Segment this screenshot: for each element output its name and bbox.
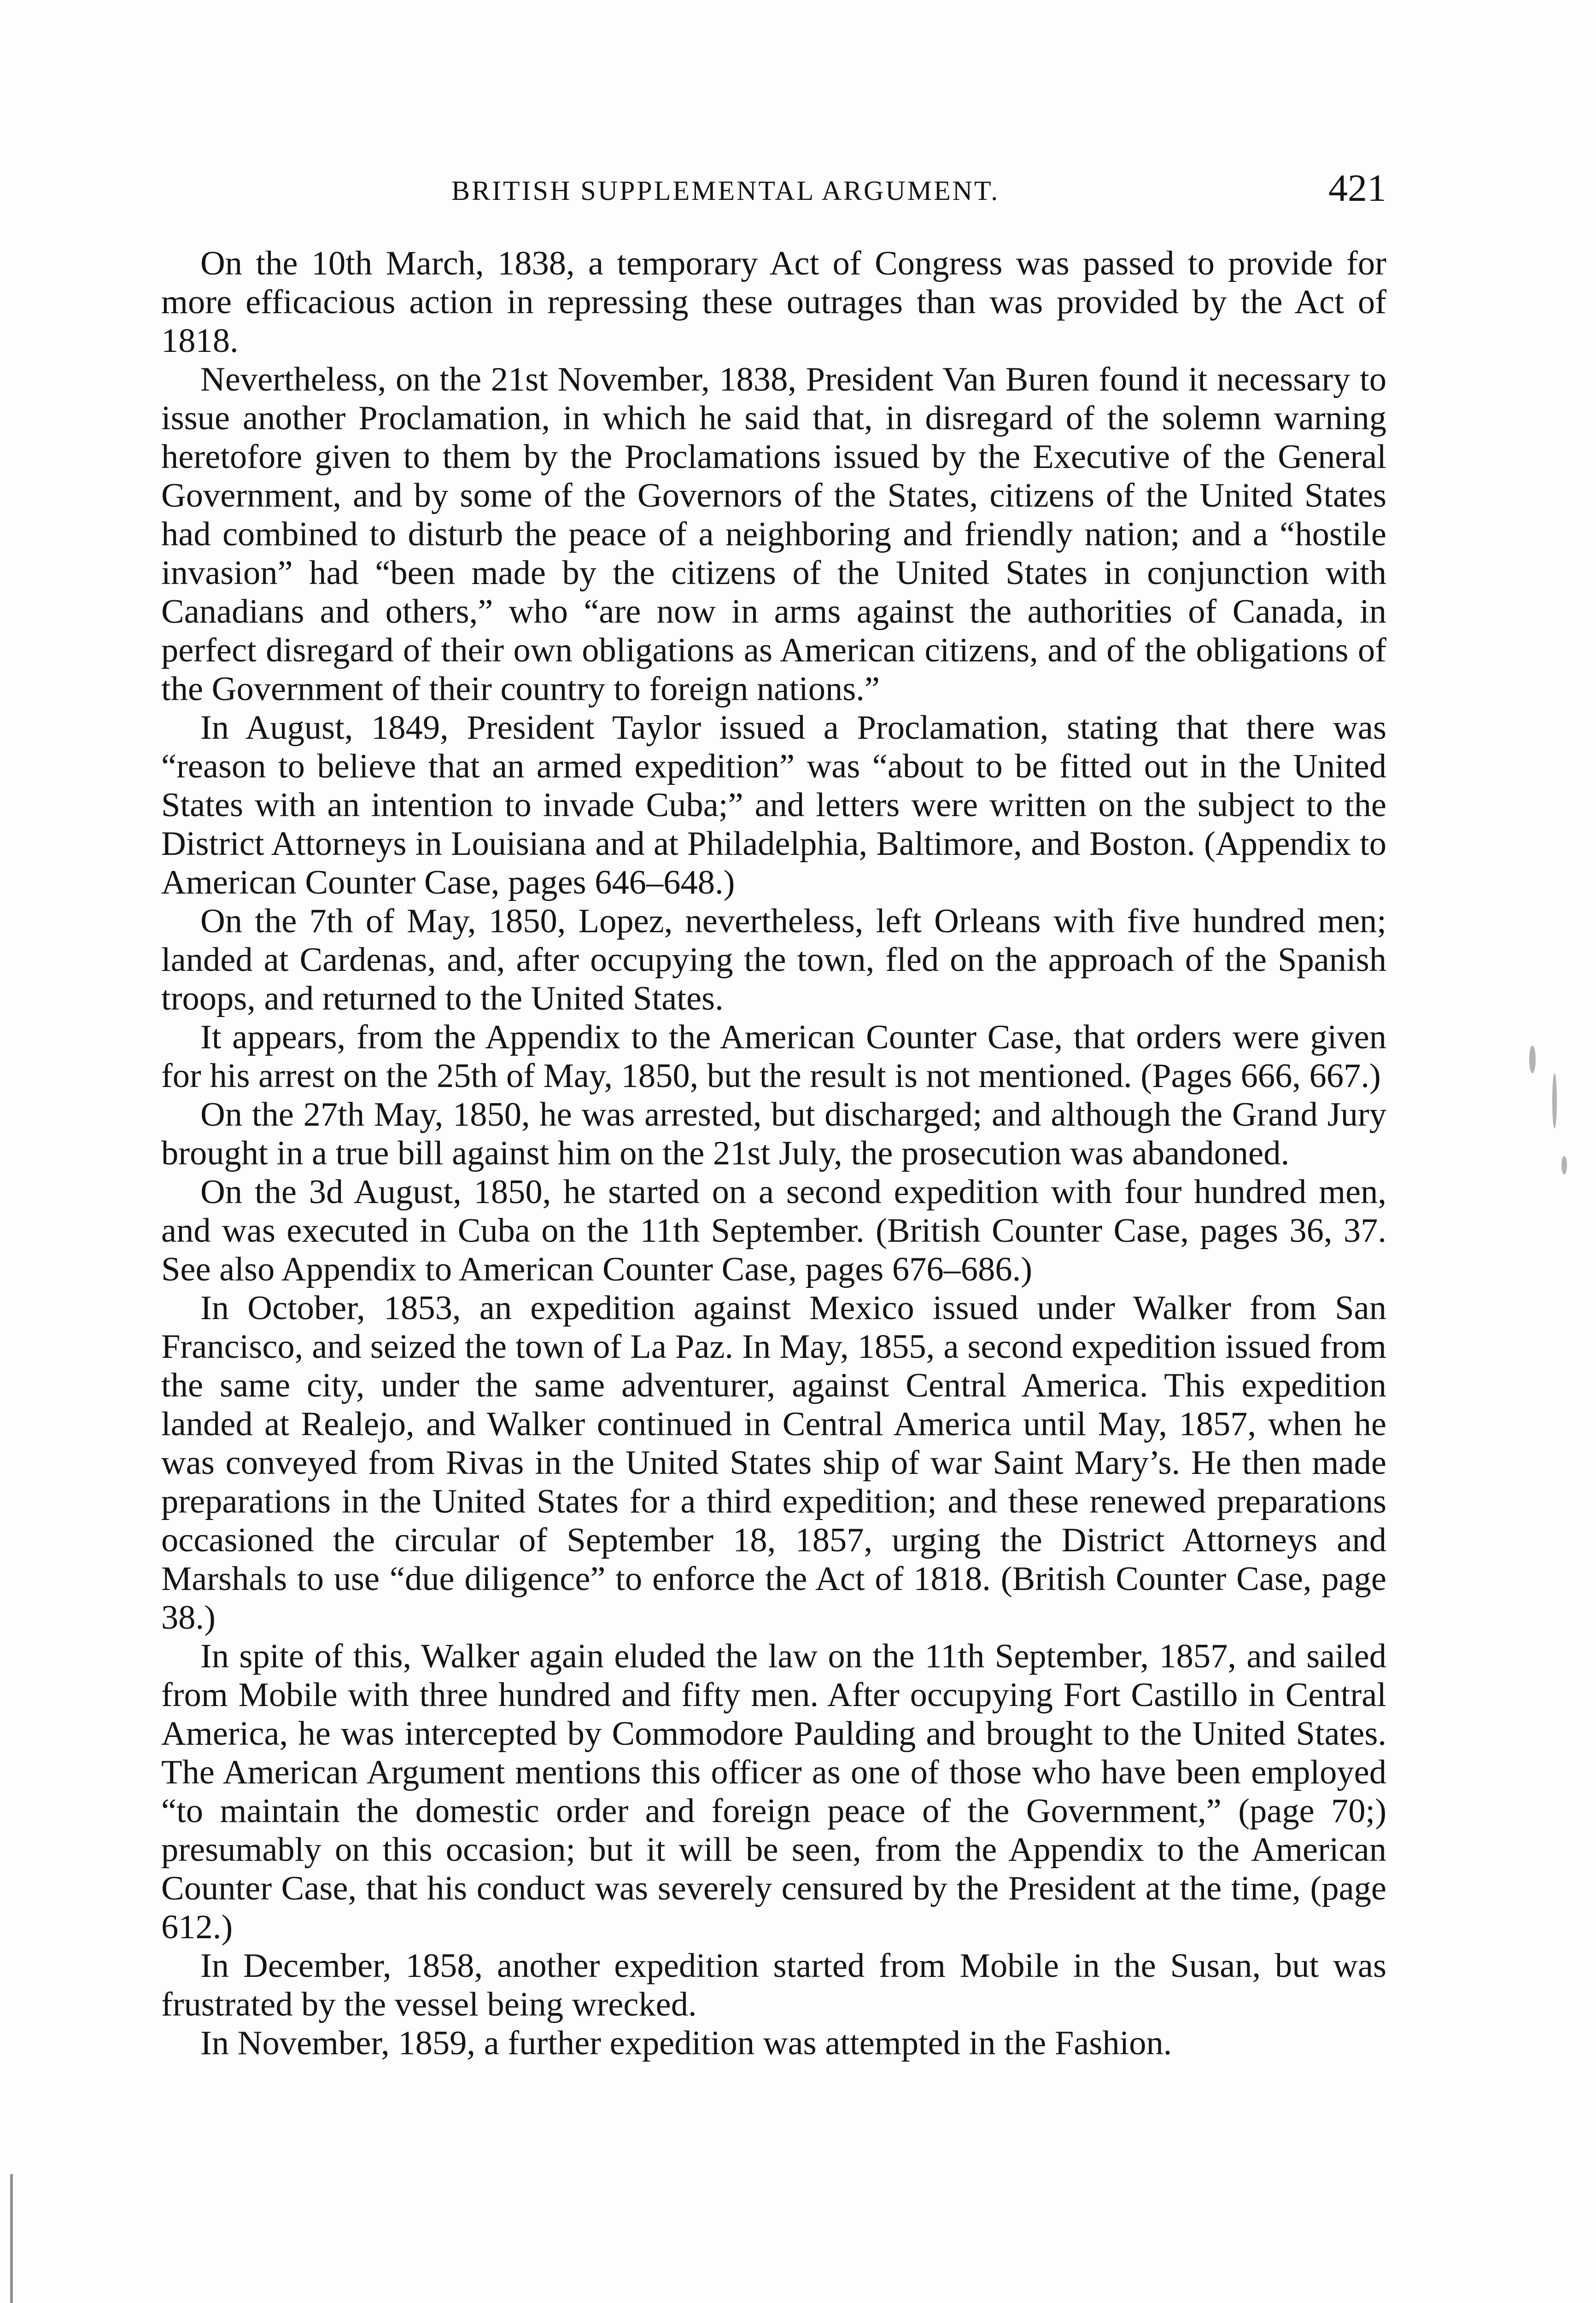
paragraph: It appears, from the Appendix to the American Counter Case, that orders were given for his arrest on the 25th of May, 1850, but the result is not mentioned. (Pages 666, 667.) bbox=[161, 1018, 1386, 1095]
paragraph: On the 7th of May, 1850, Lopez, nevertheless, left Orleans with five hundred men; landed at Cardenas, and, after occupying the town, fled on the approach of the Spanish troops, and returned to the United States. bbox=[161, 902, 1386, 1017]
running-title: BRITISH SUPPLEMENTAL ARGUMENT. bbox=[451, 175, 1000, 206]
paragraph: In October, 1853, an expedition against Mexico issued under Walker from San Francisco, and seized the town of La Paz. In May, 1855, a second expedition issued from the same city, under the same adventurer, against Central America. This expedition landed at Realejo, and Walker continued in Central America until May, 1857, when he was conveyed from Rivas in the United States ship of war Saint Mary’s. He then made preparations in the United States for a third expedition; and these renewed preparations occasioned the circular of September 18, 1857, urging the District Attorneys and Marshals to use “due diligence” to enforce the Act of 1818. (British Counter Case, page 38.) bbox=[161, 1289, 1386, 1637]
paragraph: In November, 1859, a further expedition was attempted in the Fashion. bbox=[200, 2024, 1172, 2062]
paragraph: On the 10th March, 1838, a temporary Act of Congress was passed to provide for more efficacious action in repressing these outrages than was provided by the Act of 1818. bbox=[161, 245, 1386, 360]
page-header bbox=[161, 167, 1386, 221]
body-text bbox=[161, 244, 1386, 2063]
paragraph: In spite of this, Walker again eluded the law on the 11th September, 1857, and sailed from Mobile with three hundred and fifty men. After occupying Fort Castillo in Central America, he was intercepted by Commodore Paulding and brought to the United States. The American Argument mentions this officer as one of those who have been employed “to maintain the domestic order and foreign peace of the Government,” (page 70;) presumably on this occasion; but it will be seen, from the Appendix to the American Counter Case, that his conduct was severely censured by the President at the time, (page 612.) bbox=[161, 1637, 1386, 1946]
paragraph: In August, 1849, President Taylor issued a Proclamation, stating that there was “reason to believe that an armed expedition” was “about to be fitted out in the United States with an intention to invade Cuba;” and letters were written on the subject to the District Attorneys in Louisiana and at Philadelphia, Baltimore, and Boston. (Appendix to American Counter Case, pages 646–648.) bbox=[161, 709, 1386, 901]
paragraph: On the 27th May, 1850, he was arrested, but discharged; and although the Grand Jury brought in a true bill against him on the 21st July, the prosecution was abandoned. bbox=[161, 1096, 1386, 1172]
left-margin-rule bbox=[10, 2174, 13, 2303]
scan-speck bbox=[1561, 1156, 1567, 1175]
scan-speck bbox=[1552, 1073, 1557, 1128]
paragraph: On the 3d August, 1850, he started on a second expedition with four hundred men, and was executed in Cuba on the 11th September. (British Counter Case, pages 36, 37. See also Appendix to American Counter Case, pages 676–686.) bbox=[161, 1173, 1386, 1288]
paragraph: In December, 1858, another expedition started from Mobile in the Susan, but was frustrated by the vessel being wrecked. bbox=[161, 1947, 1386, 2023]
page-number: 421 bbox=[1328, 167, 1386, 210]
scan-speck bbox=[1529, 1046, 1536, 1073]
paragraph: Nevertheless, on the 21st November, 1838, President Van Buren found it necessary to issue another Proclamation, in which he said that, in disregard of the solemn warning heretofore given to them by the Proclamations issued by the Executive of the General Government, and by some of the Governors of the States, citizens of the United States had combined to disturb the peace of a neighboring and friendly nation; and a “hostile invasion” had “been made by the citizens of the United States in conjunction with Canadians and others,” who “are now in arms against the authorities of Canada, in perfect disregard of their own obligations as American citizens, and of the obligations of the Government of their country to foreign nations.” bbox=[161, 361, 1386, 708]
